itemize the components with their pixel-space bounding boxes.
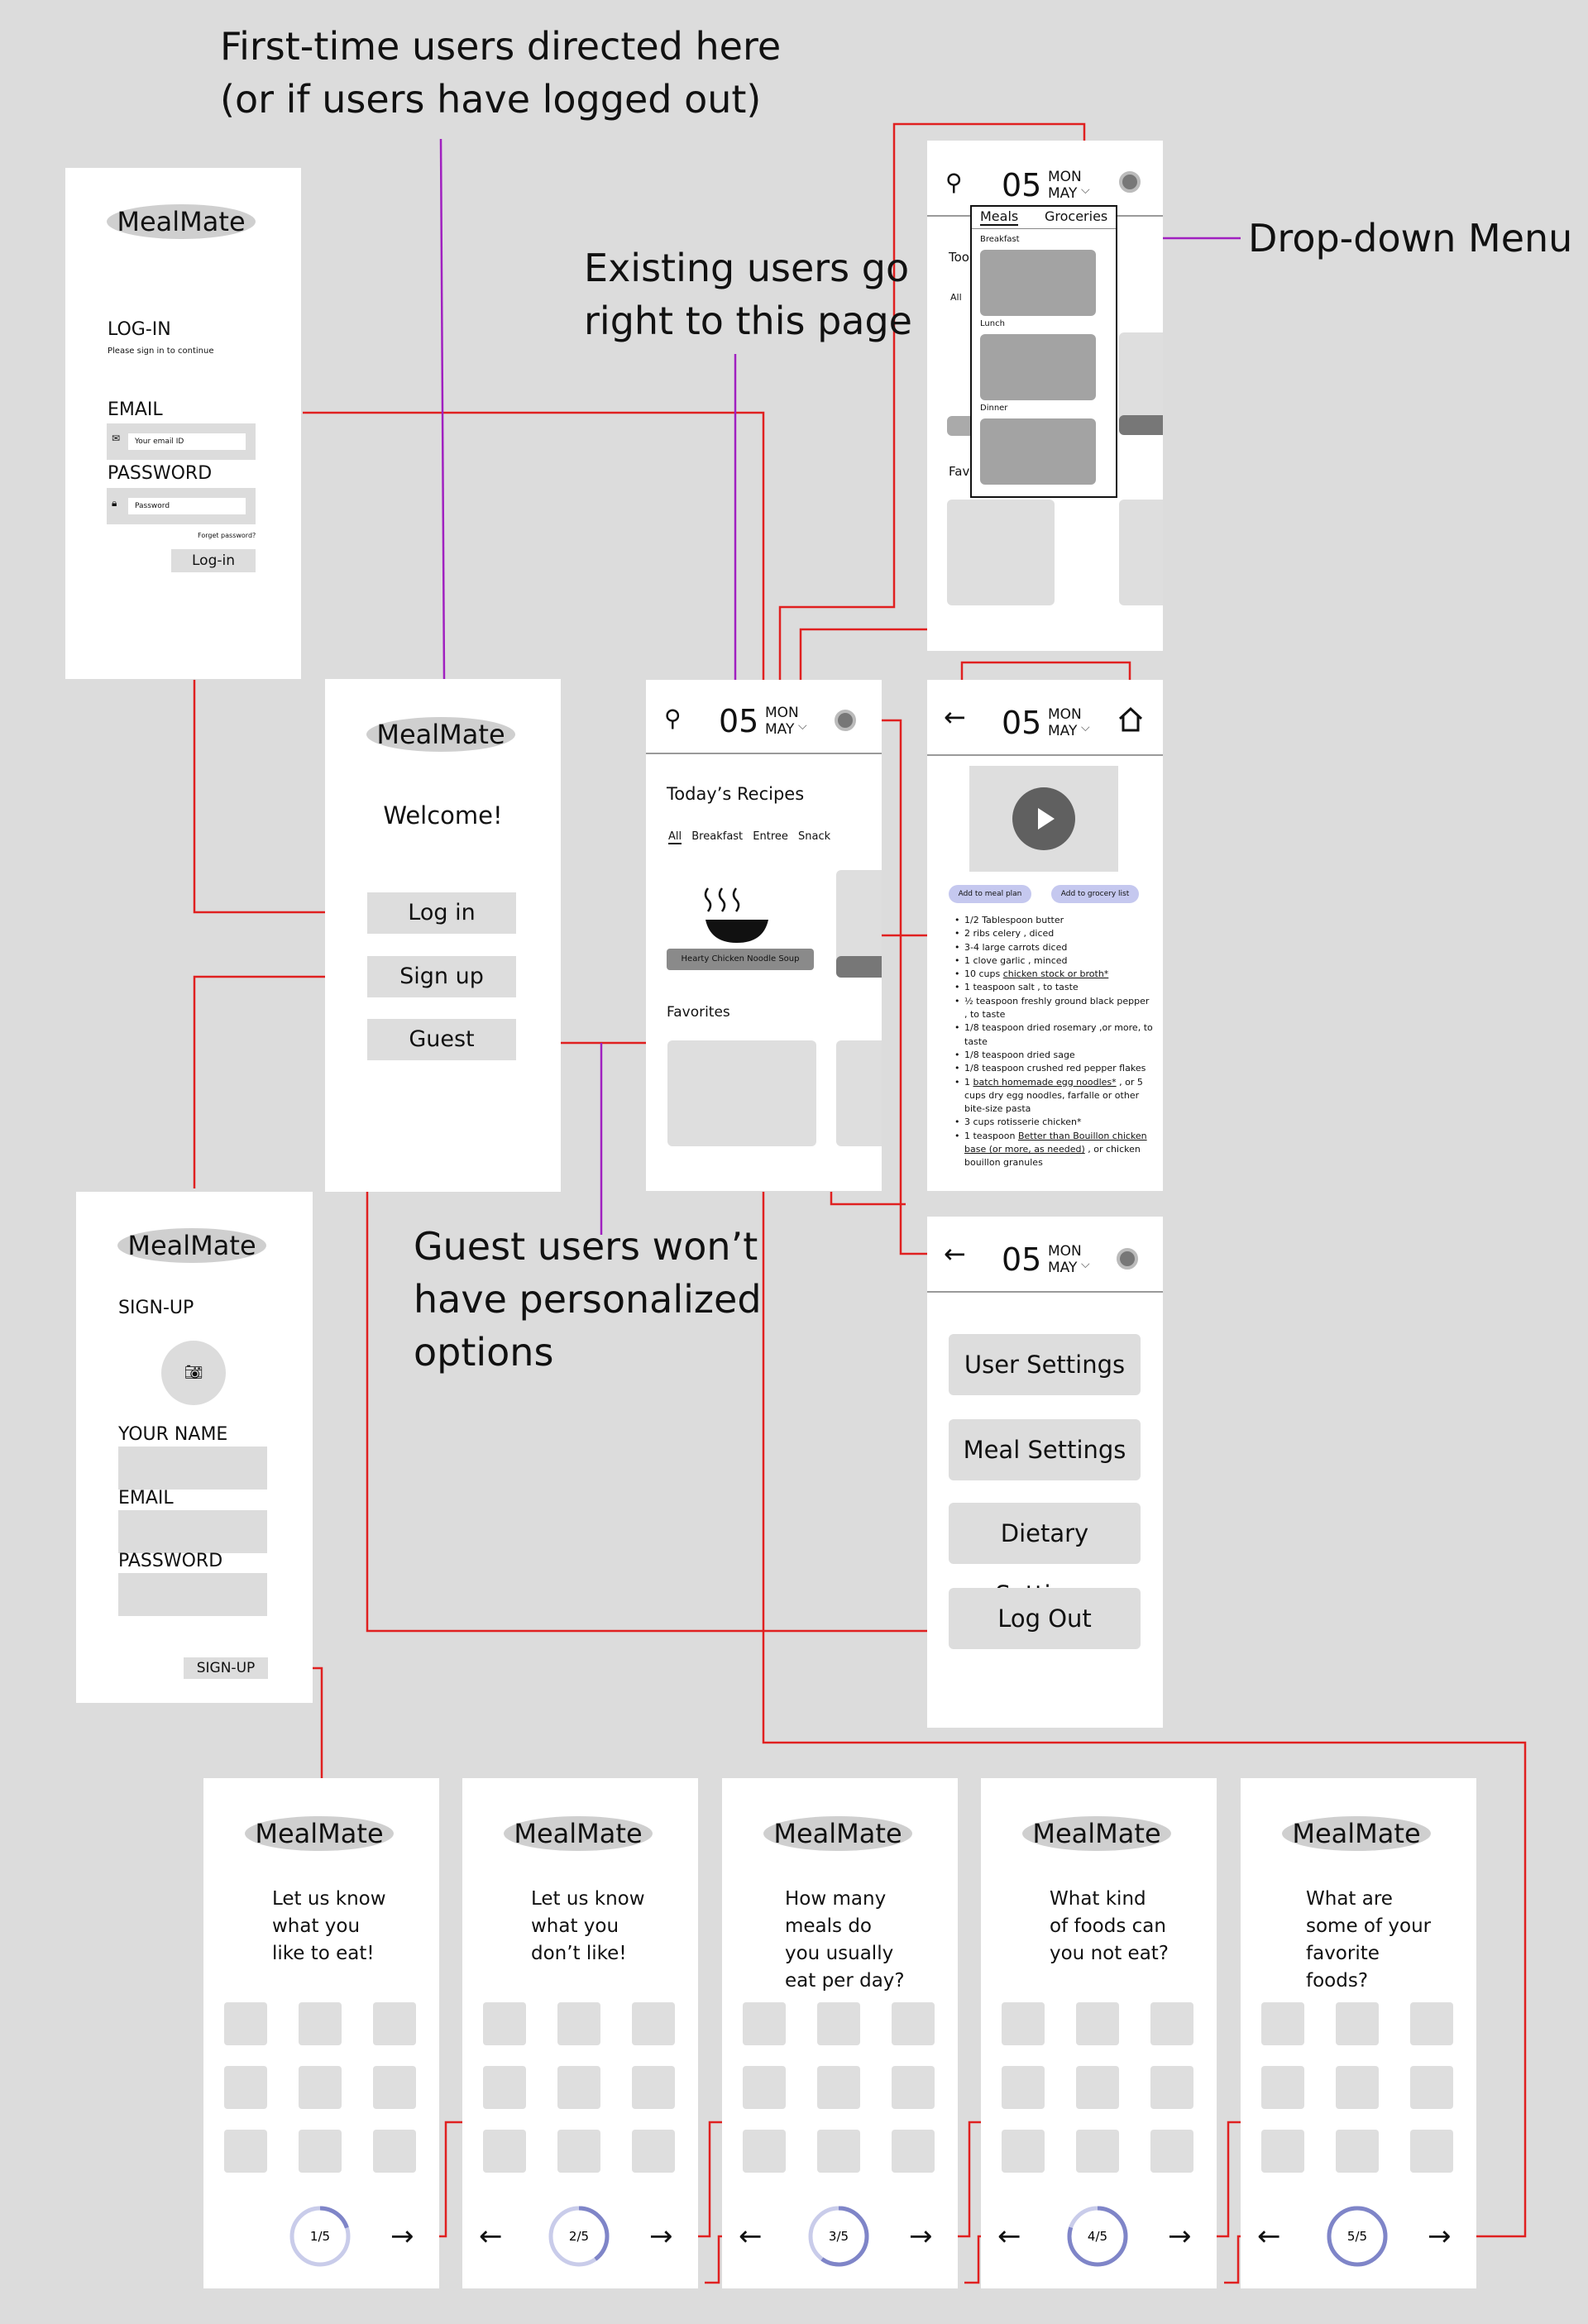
onboarding-question <box>1050 1886 1169 1968</box>
onboarding-screen-2 <box>462 1778 698 2288</box>
food-option-tile[interactable] <box>1076 2066 1119 2109</box>
login-screen <box>65 168 301 679</box>
food-option-tile[interactable] <box>224 2002 267 2045</box>
food-option-tile[interactable] <box>1150 2002 1193 2045</box>
onboarding-question <box>785 1886 905 1995</box>
meal-label-lunch: Lunch <box>980 319 1005 328</box>
food-option-tile[interactable] <box>483 2066 526 2109</box>
brand-logo: MealMate <box>504 1816 653 1851</box>
welcome-signup-button[interactable]: Sign up <box>367 956 516 997</box>
dropdown-screen <box>927 141 1163 651</box>
home-screen <box>646 680 882 1191</box>
signup-password-label: PASSWORD <box>118 1551 223 1571</box>
filter-breakfast[interactable]: Breakfast <box>691 830 744 843</box>
add-to-meal-plan-button[interactable]: Add to meal plan <box>949 885 1031 903</box>
ingredient-link[interactable]: batch homemade egg noodles* <box>973 1076 1117 1088</box>
question-line: Let us know <box>272 1888 386 1910</box>
annotation-line: (or if users have logged out) <box>220 77 762 122</box>
password-input[interactable]: Password <box>128 498 246 514</box>
meal-settings-button[interactable]: Meal Settings <box>949 1419 1141 1480</box>
next-arrow-icon[interactable]: → <box>1168 2220 1192 2253</box>
welcome-login-button[interactable]: Log in <box>367 892 516 934</box>
annotation-first-time <box>220 20 781 126</box>
question-line: what you <box>531 1915 619 1937</box>
ingredient-text: 3-4 large carrots diced <box>964 941 1068 953</box>
food-option-tile[interactable] <box>1002 2002 1045 2045</box>
avatar[interactable] <box>1119 171 1141 193</box>
food-option-tile[interactable] <box>817 2130 860 2173</box>
bg-card <box>1119 332 1163 427</box>
ingredient-text: 1/8 teaspoon crushed red pepper flakes <box>964 1063 1146 1074</box>
food-option-tile[interactable] <box>1261 2066 1304 2109</box>
ingredient-text: 3 cups rotisserie chicken* <box>964 1117 1082 1128</box>
food-option-tile[interactable] <box>817 2066 860 2109</box>
meal-slot-breakfast[interactable] <box>980 250 1096 316</box>
question-line: of foods can <box>1050 1915 1166 1937</box>
annotation-line: First-time users directed here <box>220 24 782 69</box>
food-option-tile[interactable] <box>743 2066 786 2109</box>
password-label: PASSWORD <box>108 463 213 484</box>
header-divider <box>927 1291 1163 1293</box>
brand-logo: MealMate <box>107 204 256 239</box>
ingredient-item <box>954 981 1153 994</box>
ingredient-item <box>954 1021 1153 1049</box>
bg-today-fragment: Too <box>949 250 969 265</box>
food-option-tile[interactable] <box>299 2002 342 2045</box>
food-option-tile[interactable] <box>1076 2002 1119 2045</box>
back-arrow-icon[interactable]: ← <box>944 1238 966 1270</box>
login-subtitle: Please sign in to continue <box>108 347 214 356</box>
favorites-title: Favorites <box>667 1004 730 1021</box>
soup-bowl-icon <box>667 878 817 944</box>
connector-login-to-home <box>303 413 763 680</box>
annotation-existing-users <box>584 241 912 347</box>
name-input[interactable] <box>118 1447 267 1490</box>
food-option-tile[interactable] <box>743 2002 786 2045</box>
chevron-down-icon: ⌵ <box>1081 721 1090 734</box>
food-option-tile[interactable] <box>1336 2130 1379 2173</box>
user-settings-button[interactable]: User Settings <box>949 1334 1141 1395</box>
ingredient-item <box>954 1076 1153 1117</box>
next-arrow-icon[interactable]: → <box>649 2220 673 2253</box>
play-icon[interactable] <box>1012 787 1075 850</box>
ingredient-text: , or 5 cups dry egg noodles, farfalle or other bite-size pasta <box>964 1076 1143 1115</box>
progress-label: 1/5 <box>309 2229 331 2244</box>
signup-email-input[interactable] <box>118 1510 267 1553</box>
connector-ob3-ob4 <box>958 2122 981 2236</box>
question-line: don’t like! <box>531 1943 627 1964</box>
signup-title: SIGN-UP <box>118 1298 194 1318</box>
progress-ring <box>806 2204 871 2269</box>
onboarding-screen-5 <box>1241 1778 1476 2288</box>
dropdown-menu[interactable] <box>970 205 1117 498</box>
chevron-down-icon: ⌵ <box>798 720 807 733</box>
food-option-tile[interactable] <box>892 2002 935 2045</box>
connector-ob4-ob5 <box>1217 2122 1241 2236</box>
annotation-line: Guest users won’t <box>414 1224 758 1269</box>
onboarding-question <box>531 1886 645 1968</box>
ingredient-text: 1/8 teaspoon dried sage <box>964 1049 1075 1060</box>
ingredient-list <box>954 914 1153 1170</box>
ingredient-item <box>954 914 1153 927</box>
welcome-guest-button[interactable]: Guest <box>367 1019 516 1060</box>
ingredient-text: , or chicken bouillon granules <box>964 1144 1141 1169</box>
signup-button[interactable]: SIGN-UP <box>184 1657 268 1679</box>
signup-email-label: EMAIL <box>118 1488 174 1509</box>
filter-entree[interactable]: Entree <box>753 830 788 843</box>
connector-home-to-settings <box>831 1192 906 1204</box>
date-weekday: MON <box>1048 1243 1082 1260</box>
question-line: meals do <box>785 1915 873 1937</box>
food-option-tile[interactable] <box>557 2066 600 2109</box>
header-divider <box>646 753 882 754</box>
question-line: Let us know <box>531 1888 645 1910</box>
filter-snack[interactable]: Snack <box>798 830 831 843</box>
next-arrow-icon[interactable]: → <box>390 2220 414 2253</box>
avatar[interactable] <box>1117 1248 1138 1270</box>
email-input[interactable]: Your email ID <box>128 433 246 450</box>
ingredient-text: ½ teaspoon freshly ground black pepper , to taste <box>964 995 1150 1021</box>
food-option-tile[interactable] <box>483 2002 526 2045</box>
food-option-tile[interactable] <box>1076 2130 1119 2173</box>
ingredient-text: 10 cups <box>964 968 1003 980</box>
onboarding-screen-1 <box>203 1778 439 2288</box>
meal-slot-lunch[interactable] <box>980 334 1096 400</box>
food-option-tile[interactable] <box>743 2130 786 2173</box>
food-option-tile[interactable] <box>373 2130 416 2173</box>
progress-ring <box>1065 2204 1130 2269</box>
filter-tabs <box>668 830 830 843</box>
annotation-dropdown: Drop-down Menu <box>1248 216 1573 261</box>
ingredient-text: 1/2 Tablespoon butter <box>964 915 1064 925</box>
date-month: MAY <box>1048 723 1078 739</box>
food-option-tile[interactable] <box>557 2002 600 2045</box>
question-line: eat per day? <box>785 1970 905 1992</box>
recipe-label: Hearty Chicken Noodle Soup <box>667 949 814 970</box>
tab-divider <box>972 228 1116 229</box>
progress-label: 4/5 <box>1087 2229 1108 2244</box>
login-title: LOG-IN <box>108 319 171 340</box>
lock-icon: 🔒︎ <box>112 497 117 509</box>
ingredient-item <box>954 1116 1153 1129</box>
date-day: 05 <box>719 703 759 739</box>
brand-logo: MealMate <box>366 717 515 752</box>
back-arrow-icon[interactable]: ← <box>997 2220 1021 2253</box>
ingredient-item <box>954 995 1153 1022</box>
question-line: you not eat? <box>1050 1943 1169 1964</box>
next-arrow-icon[interactable]: → <box>909 2220 933 2253</box>
meal-label-dinner: Dinner <box>980 404 1008 413</box>
back-arrow-icon[interactable]: ← <box>739 2220 763 2253</box>
home-icon[interactable] <box>1117 706 1144 733</box>
date-weekday: MON <box>765 705 799 721</box>
logout-button[interactable]: Log Out <box>949 1588 1141 1649</box>
date-month: MAY <box>1048 1260 1078 1276</box>
food-option-tile[interactable] <box>1261 2130 1304 2173</box>
annotation-line: options <box>414 1330 554 1375</box>
add-to-grocery-list-button[interactable]: Add to grocery list <box>1051 885 1139 903</box>
section-title-today: Today’s Recipes <box>667 784 805 804</box>
date-day: 05 <box>1002 167 1042 203</box>
connector-ob2-ob3 <box>698 2122 722 2236</box>
food-option-tile[interactable] <box>632 2002 675 2045</box>
progress-ring <box>288 2204 352 2269</box>
food-option-tile[interactable] <box>817 2002 860 2045</box>
bg-fav-fragment: Fav <box>949 464 970 479</box>
welcome-title: Welcome! <box>383 801 503 830</box>
profile-photo-button[interactable] <box>161 1341 226 1405</box>
date-day: 05 <box>1002 1241 1042 1278</box>
ingredient-text: 1 <box>964 1076 973 1088</box>
food-option-tile[interactable] <box>1410 2066 1453 2109</box>
question-line: What kind <box>1050 1888 1146 1910</box>
food-option-tile[interactable] <box>224 2130 267 2173</box>
food-option-tile[interactable] <box>632 2130 675 2173</box>
food-option-tile[interactable] <box>1150 2066 1193 2109</box>
progress-ring <box>1325 2204 1390 2269</box>
bg-all-fragment: All <box>950 292 962 303</box>
food-option-tile[interactable] <box>892 2130 935 2173</box>
ingredient-text: 2 ribs celery , diced <box>964 928 1055 940</box>
date-month: MAY <box>1048 185 1078 202</box>
question-line: What are <box>1306 1888 1393 1910</box>
ingredient-text: 1 clove garlic , minced <box>964 954 1068 966</box>
question-line: How many <box>785 1888 887 1910</box>
back-arrow-icon[interactable]: ← <box>1257 2220 1281 2253</box>
question-line: what you <box>272 1915 361 1937</box>
brand-logo: MealMate <box>117 1228 266 1263</box>
question-line: some of your <box>1306 1915 1432 1937</box>
tab-groceries[interactable]: Groceries <box>1045 208 1108 224</box>
forgot-password-link[interactable]: Forget password? <box>198 532 256 539</box>
ingredient-item <box>954 968 1153 981</box>
ingredient-item <box>954 1049 1153 1062</box>
meal-label-breakfast: Breakfast <box>980 235 1020 244</box>
video-player[interactable] <box>969 766 1118 872</box>
next-arrow-icon[interactable]: → <box>1428 2220 1452 2253</box>
annotation-line: Existing users go <box>584 246 910 290</box>
onboarding-screen-3 <box>722 1778 958 2288</box>
food-option-tile[interactable] <box>1261 2002 1304 2045</box>
ingredient-item <box>954 927 1153 940</box>
date-weekday: MON <box>1048 169 1082 185</box>
ingredient-text: 1/8 teaspoon dried rosemary ,or more, to taste <box>964 1022 1153 1047</box>
progress-ring <box>547 2204 611 2269</box>
name-label: YOUR NAME <box>118 1424 228 1445</box>
recipe-label-partial <box>836 956 882 978</box>
bg-card <box>1119 500 1163 605</box>
progress-label: 2/5 <box>568 2229 590 2244</box>
mail-icon: ✉ <box>112 433 121 444</box>
brand-logo: MealMate <box>1282 1816 1431 1851</box>
recipe-card[interactable] <box>667 878 817 978</box>
ingredient-link[interactable]: chicken stock or broth* <box>1002 968 1109 980</box>
date-day: 05 <box>1002 705 1042 741</box>
ingredient-text: 1 teaspoon salt , to taste <box>964 982 1079 993</box>
onboarding-question <box>272 1886 386 1968</box>
ingredient-item <box>954 1062 1153 1075</box>
bg-card <box>947 500 1055 605</box>
food-option-tile[interactable] <box>1410 2002 1453 2045</box>
food-option-tile[interactable] <box>557 2130 600 2173</box>
food-option-tile[interactable] <box>1002 2130 1045 2173</box>
question-line: like to eat! <box>272 1943 375 1964</box>
favorite-card-partial[interactable] <box>836 1040 882 1146</box>
food-option-tile[interactable] <box>299 2130 342 2173</box>
back-arrow-icon[interactable]: ← <box>944 701 966 733</box>
chevron-down-icon: ⌵ <box>1081 184 1090 197</box>
header-divider <box>927 754 1163 756</box>
filter-all[interactable]: All <box>668 830 682 843</box>
email-label: EMAIL <box>108 399 163 420</box>
food-option-tile[interactable] <box>1002 2066 1045 2109</box>
food-option-tile[interactable] <box>1150 2130 1193 2173</box>
bg-chip <box>1119 415 1163 435</box>
food-option-tile[interactable] <box>373 2002 416 2045</box>
ingredient-text: 1 teaspoon <box>964 1130 1018 1141</box>
date-weekday: MON <box>1048 706 1082 723</box>
food-option-tile[interactable] <box>224 2066 267 2109</box>
tab-meals[interactable]: Meals <box>980 208 1019 224</box>
question-line: favorite <box>1306 1943 1380 1964</box>
annotation-line: right to this page <box>584 299 912 343</box>
onboarding-screen-4 <box>981 1778 1217 2288</box>
annotation-line: have personalized <box>414 1277 762 1322</box>
question-line: you usually <box>785 1943 894 1964</box>
onboarding-question <box>1306 1886 1431 1995</box>
food-option-tile[interactable] <box>1336 2066 1379 2109</box>
progress-label: 5/5 <box>1346 2229 1368 2244</box>
dietary-settings-button[interactable]: Dietary <box>949 1503 1141 1564</box>
question-line: foods? <box>1306 1970 1369 1992</box>
date-month: MAY <box>765 721 795 738</box>
meal-slot-dinner[interactable] <box>980 418 1096 485</box>
brand-logo: MealMate <box>763 1816 912 1851</box>
signup-password-input[interactable] <box>118 1573 267 1616</box>
ingredient-item <box>954 954 1153 968</box>
progress-label: 3/5 <box>828 2229 849 2244</box>
email-field[interactable] <box>107 423 256 460</box>
back-arrow-icon[interactable]: ← <box>479 2220 503 2253</box>
ingredient-link[interactable]: Better than Bouillon chicken base (or more, as needed) <box>964 1130 1147 1155</box>
food-option-tile[interactable] <box>483 2130 526 2173</box>
food-option-tile[interactable] <box>299 2066 342 2109</box>
annotation-guest <box>414 1220 762 1379</box>
signup-screen <box>76 1192 313 1703</box>
food-option-tile[interactable] <box>632 2066 675 2109</box>
annot-line-first-time <box>441 139 444 680</box>
brand-logo: MealMate <box>1022 1816 1171 1851</box>
search-icon[interactable]: ⚲ <box>664 705 682 732</box>
avatar[interactable] <box>835 710 856 731</box>
food-option-tile[interactable] <box>1336 2002 1379 2045</box>
ingredient-item <box>954 941 1153 954</box>
food-option-tile[interactable] <box>1410 2130 1453 2173</box>
food-option-tile[interactable] <box>373 2066 416 2109</box>
brand-logo: MealMate <box>245 1816 394 1851</box>
ingredient-item <box>954 1130 1153 1170</box>
password-field[interactable] <box>107 488 256 524</box>
camera-icon: 📷︎ <box>184 1364 203 1381</box>
food-option-tile[interactable] <box>892 2066 935 2109</box>
welcome-screen <box>325 679 561 1192</box>
favorite-card[interactable] <box>667 1040 816 1146</box>
login-button[interactable]: Log-in <box>171 549 256 572</box>
chevron-down-icon: ⌵ <box>1081 1258 1090 1271</box>
search-icon[interactable]: ⚲ <box>945 169 963 196</box>
